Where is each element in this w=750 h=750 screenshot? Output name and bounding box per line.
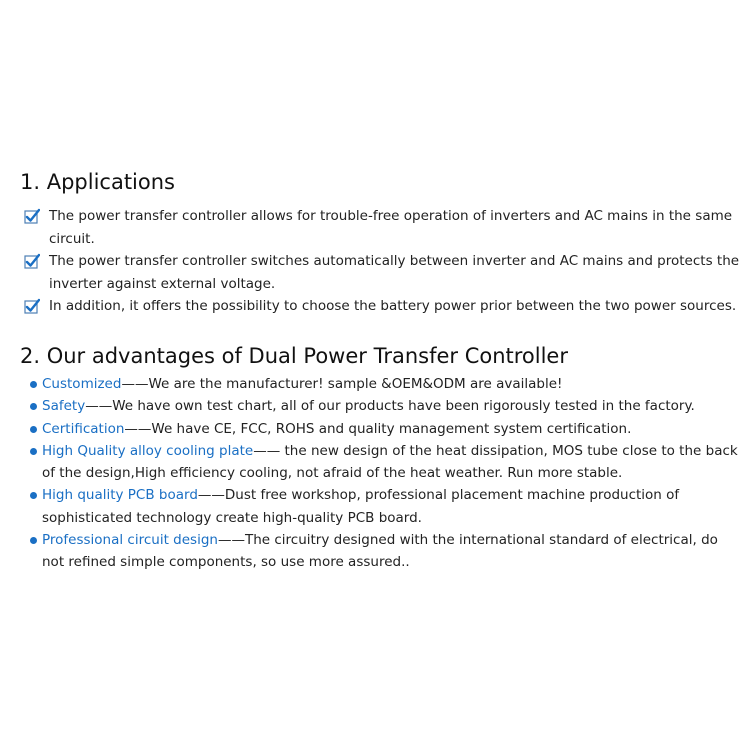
advantage-desc: The circuitry designed with the international standard of electrical, do not refined simple components, so use more assured.. — [42, 532, 718, 571]
advantage-text — [42, 440, 742, 485]
section-title-applications: 1. Applications — [20, 170, 175, 194]
applications-list — [24, 205, 744, 318]
list-item — [30, 395, 742, 417]
separator: —— — [85, 398, 113, 415]
application-text: In addition, it offers the possibility to choose the battery power prior between the two power sources. — [49, 298, 737, 314]
advantage-desc: the new design of the heat dissipation, MOS tube close to the back of the design,High efficiency cooling, not afraid of the heat weather. Run more stable. — [42, 442, 738, 482]
advantage-desc: We are the manufacturer! sample &OEM&ODM are available! — [148, 376, 563, 392]
advantage-text — [42, 529, 742, 574]
checkbox-checked-icon — [24, 253, 40, 269]
advantage-text — [42, 484, 742, 529]
separator: —— — [121, 376, 149, 392]
advantage-desc: We have own test chart, all of our products have been rigorously tested in the factory. — [112, 398, 695, 415]
blue-dot-icon — [30, 492, 37, 499]
application-text: The power transfer controller allows for trouble-free operation of inverters and AC mains in the same circuit. — [49, 208, 733, 247]
list-item — [30, 418, 742, 440]
blue-dot-icon — [30, 403, 37, 410]
separator: —— — [197, 487, 225, 504]
list-item — [30, 373, 742, 395]
advantages-list — [30, 373, 742, 574]
separator: —— — [253, 442, 285, 459]
advantage-key: Safety — [42, 398, 86, 415]
advantage-key: High quality PCB board — [42, 487, 198, 504]
blue-dot-icon — [30, 537, 37, 544]
list-item — [30, 484, 742, 529]
blue-dot-icon — [30, 448, 37, 455]
advantage-text — [42, 373, 742, 395]
advantage-key: Customized — [42, 376, 122, 392]
list-item — [24, 250, 744, 295]
list-item — [30, 440, 742, 485]
list-item — [24, 205, 744, 250]
advantage-key: Professional circuit design — [42, 532, 218, 549]
section-title-advantages: 2. Our advantages of Dual Power Transfer Controller — [20, 344, 568, 368]
blue-dot-icon — [30, 426, 37, 433]
advantage-key: High Quality alloy cooling plate — [42, 442, 254, 459]
separator: —— — [217, 532, 245, 549]
list-item — [24, 295, 744, 318]
advantage-desc: We have CE, FCC, ROHS and quality management system certification. — [151, 420, 632, 437]
list-item — [30, 529, 742, 574]
separator: —— — [124, 420, 152, 437]
checkbox-checked-icon — [24, 208, 40, 224]
application-text: The power transfer controller switches automatically between inverter and AC mains and protects the inverter against external voltage. — [49, 253, 740, 292]
advantage-text — [42, 395, 742, 417]
advantage-key: Certification — [42, 420, 125, 437]
checkbox-checked-icon — [24, 298, 40, 314]
blue-dot-icon — [30, 381, 37, 388]
advantage-desc: Dust free workshop, professional placement machine production of sophisticated technology create high-quality PCB board. — [42, 487, 680, 526]
advantage-text — [42, 418, 742, 440]
